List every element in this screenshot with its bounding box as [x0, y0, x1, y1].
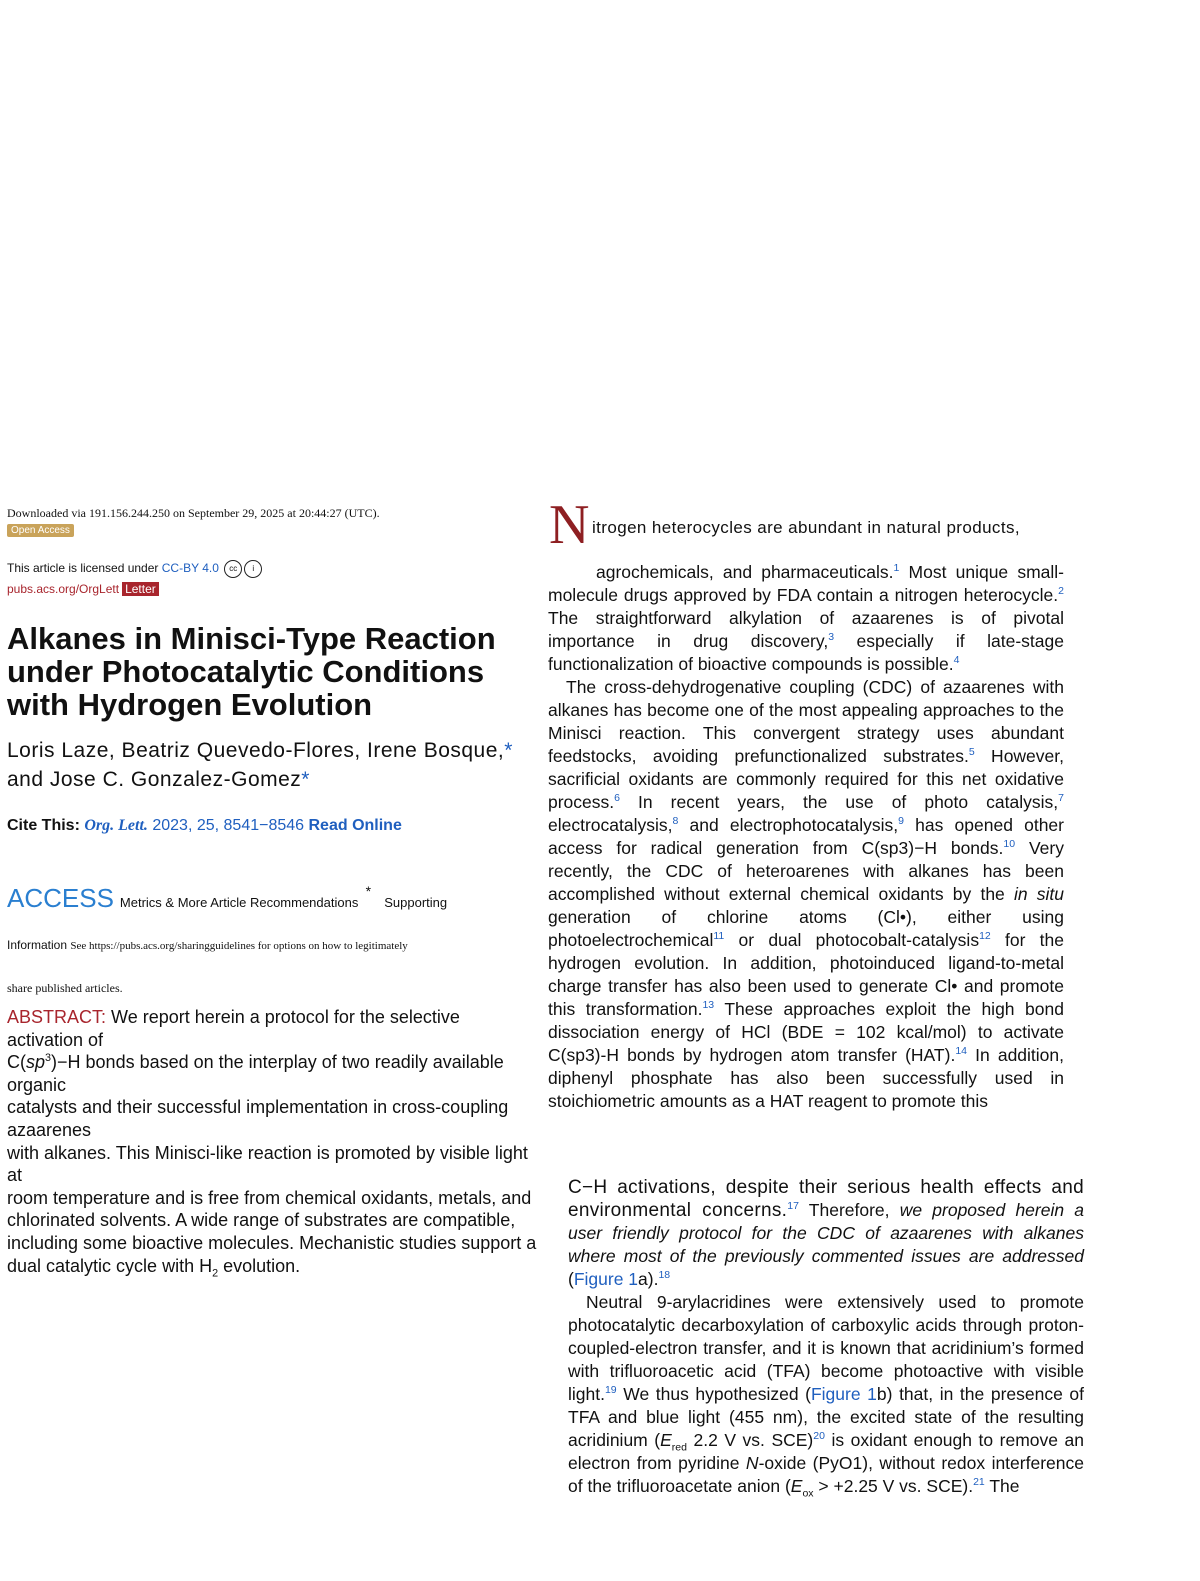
corresponding-author-star[interactable]: * [504, 739, 513, 762]
ref-link[interactable]: 7 [1058, 792, 1064, 805]
ref-link[interactable]: 6 [614, 792, 620, 805]
cite-label: Cite This: [7, 817, 80, 834]
abstract-label: ABSTRACT: [7, 1007, 107, 1027]
journal-line [7, 582, 159, 596]
abstract-line: including some bioactive molecules. Mechanistic studies support a [7, 1232, 537, 1253]
figure-link[interactable]: Figure 1 [810, 1384, 877, 1404]
abstract [7, 1006, 537, 1280]
authors-text: Loris Laze, Beatriz Quevedo-Flores, Irene Bosque, [7, 739, 505, 762]
abstract-line: We report herein a protocol for the selective activation of [7, 1007, 460, 1050]
metrics-link[interactable]: Metrics & More Article Recommendations [119, 895, 359, 910]
abstract-line: room temperature and is free from chemical oxidants, metals, and [7, 1187, 532, 1208]
ref-link[interactable]: 2 [1058, 585, 1064, 598]
ref-link[interactable]: 13 [702, 999, 715, 1012]
author-list [7, 736, 517, 794]
ref-link[interactable]: 14 [955, 1045, 967, 1058]
authors-and: and Jose C. Gonzalez-Gomez [7, 768, 302, 791]
supporting-star: * [365, 883, 372, 899]
figure-link[interactable]: Figure 1 [573, 1269, 639, 1289]
ref-link[interactable]: 4 [953, 654, 960, 667]
access-bar [7, 883, 447, 914]
license-line [7, 560, 262, 578]
journal-url-link[interactable]: pubs.acs.org/OrgLett [7, 582, 120, 596]
ref-link[interactable]: 5 [968, 746, 975, 759]
cite-journal: Org. Lett. [84, 817, 148, 834]
download-notice: Downloaded via 191.156.244.250 on September 29, 2025 at 20:44:27 (UTC). [7, 506, 380, 520]
abstract-line: $C(sp^3)-H$ bonds based on the interplay of two readily available organic [7, 1052, 504, 1095]
ref-link[interactable]: 17 [787, 1200, 799, 1213]
ref-link[interactable]: 18 [658, 1269, 671, 1282]
drop-cap: N [549, 494, 590, 556]
article-type-tag: Letter [122, 582, 159, 596]
paragraph: Neutral 9-arylacridines were extensively used to promote photocatalytic decarboxylation of carboxylic acids through proton-coupled-electron transfer, and it is known that acridinium’s formed with trifluoroacetic acid (TFA) become photoactive with visible light.$^{19}$ We thus hypothesized (Figure 1b) that, in the presence of TFA and blue light (455 nm), the excited state of the resulting acridinium ($E_{red}$ 2.2 V vs. SCE)$^{20}$ is oxidant enough to remove an electron from pyridine N-oxide (PyO1), without redox interference of the trifluoroacetate anion ($E_{ox} > +2.25$ V vs. SCE).$^{21}$ The [568, 1292, 1085, 1500]
paragraph: agrochemicals, and pharmaceuticals.$^1$ Most unique small-molecule drugs approved by FDA contain a nitrogen heterocycle.$^2$ The straightforward alkylation of azaarenes is of pivotal importance in drug discovery,$^3$ especially if late-stage functionalization of bioactive compounds is possible.$^4$ [548, 562, 1064, 674]
cite-reference-link[interactable]: 2023, 25, 8541−8546 [152, 817, 305, 834]
paragraph: The cross-dehydrogenative coupling (CDC) of azaarenes with alkanes has become one of the most appealing approaches to the Minisci reaction. This convergent strategy uses abundant feedstocks, avoiding prefunctionalized substrates.$^5$ However, sacrificial oxidants are commonly required for this net oxidative process.$^6$ In recent years, the use of photo catalysis,$^7$ electrocatalysis,$^8$ and electrophotocatalysis,$^9$ has opened other access for radical generation from C(sp3)−H bonds.$^{10}$ Very recently, the CDC of heteroarenes with alkanes has been accomplished without external chemical oxidants by the in situ generation of chlorine atoms (Cl•), either using photoelectrochemical$^{11}$ or dual photocobalt-catalysis$^{12}$ for the hydrogen evolution. In addition, photoinduced ligand-to-metal charge transfer has also been used to generate Cl• and promote this transformation.$^{13}$ These approaches exploit the high bond dissociation energy of HCl (BDE = 102 kcal/mol) to activate C(sp3)-H bonds by hydrogen atom transfer (HAT).$^{14}$ In addition, diphenyl phosphate has also been successfully used in stoichiometric amounts as a HAT reagent to promote this [548, 677, 1065, 1111]
abstract-line: dual catalytic cycle with $H_2$ evolution. [7, 1255, 301, 1280]
ref-link[interactable]: 19 [604, 1384, 617, 1397]
supporting-link[interactable]: Supporting [384, 895, 448, 910]
information-label: Information [7, 938, 68, 952]
read-online-link[interactable]: Read Online [308, 817, 402, 834]
ref-link[interactable]: 10 [1003, 838, 1016, 851]
ref-link[interactable]: 9 [898, 815, 904, 828]
access-label: ACCESS [7, 883, 114, 913]
cc-license-icon: cc [224, 560, 242, 578]
abstract-line: chlorinated solvents. A wide range of substrates are compatible, [7, 1210, 516, 1231]
abstract-line: with alkanes. This Minisci-like reaction is promoted by visible light at [7, 1142, 528, 1186]
share-line: share published articles. [7, 981, 123, 995]
body-column-right-top [548, 561, 1064, 1113]
abstract-line: catalysts and their successful implementation in cross-coupling azaarenes [7, 1097, 509, 1140]
body-first-line: itrogen heterocycles are abundant in natural products, [592, 518, 1020, 537]
ref-link[interactable]: 11 [713, 930, 725, 943]
article-title: Alkanes in Minisci-Type Reaction under Photocatalytic Conditions with Hydrogen Evolution [7, 621, 496, 722]
ref-link[interactable]: 1 [893, 562, 900, 575]
paragraph: C−H activations, despite their serious health effects and environmental concerns.$^{17}$ Therefore, we proposed herein a user friendly protocol for the CDC of azaarenes with alkanes where most of the previously commented issues are addressed (Figure 1a).$^{18}$ [568, 1177, 1085, 1289]
sharing-info [7, 938, 542, 952]
ref-link[interactable]: 21 [973, 1476, 985, 1489]
body-column-right-bottom [568, 1176, 1084, 1498]
license-prefix: This article is licensed under [7, 561, 159, 576]
sharing-note: See https://pubs.acs.org/sharingguidelines for options on how to legitimately [70, 940, 408, 952]
license-link[interactable]: CC-BY 4.0 [161, 561, 219, 576]
ref-link[interactable]: 3 [828, 631, 835, 644]
corresponding-author-star[interactable]: * [301, 768, 310, 791]
ref-link[interactable]: 8 [672, 815, 679, 828]
citation-line [7, 817, 402, 835]
ref-link[interactable]: 20 [813, 1430, 825, 1443]
ref-link[interactable]: 12 [979, 930, 991, 943]
open-access-badge[interactable]: Open Access [7, 524, 74, 537]
attribution-icon: i [244, 560, 262, 578]
